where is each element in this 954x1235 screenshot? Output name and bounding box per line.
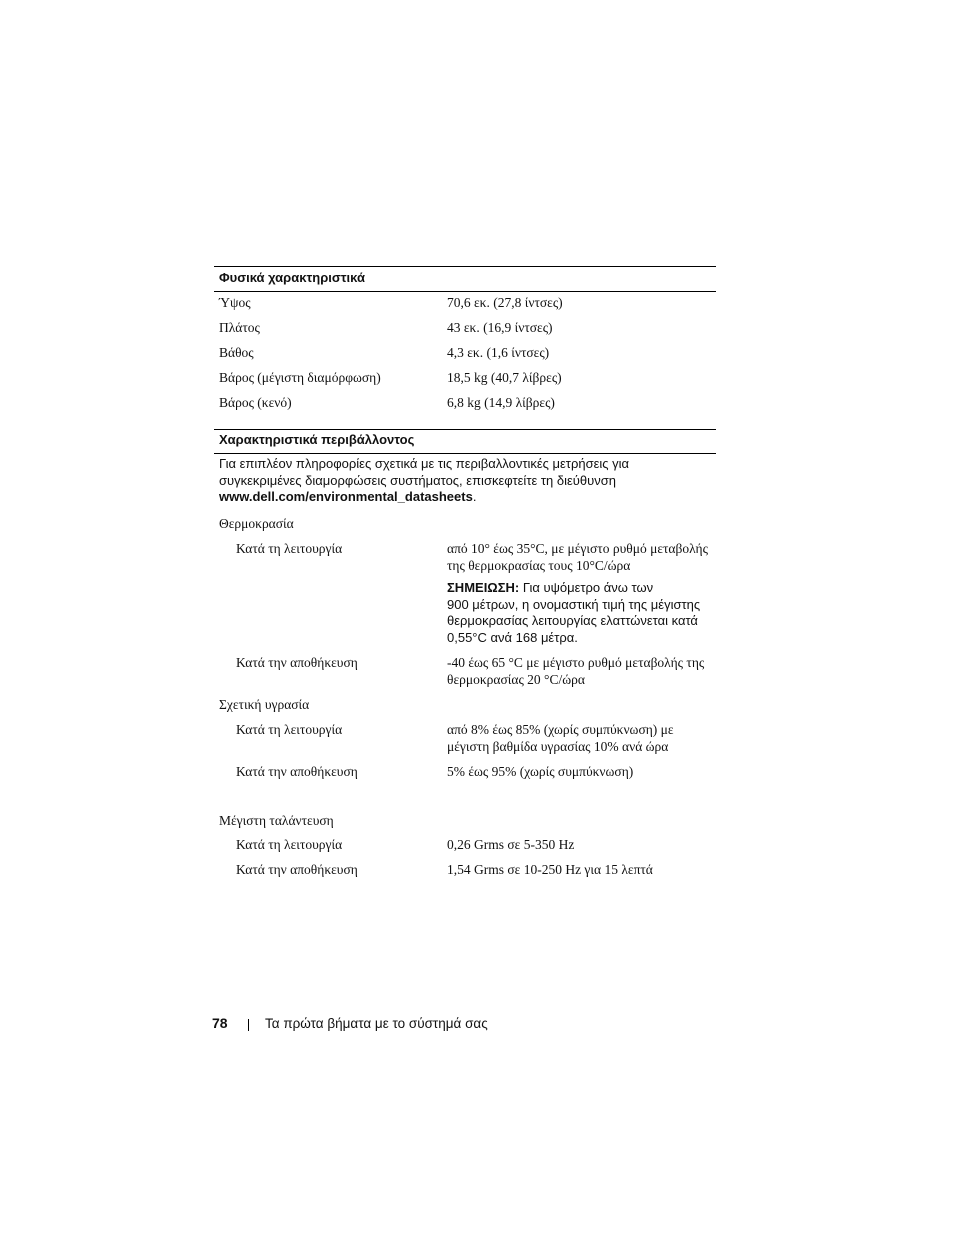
temperature-storage-line-2: θερμοκρασίας 20 °C/ώρα <box>447 672 585 687</box>
humidity-operating-value <box>447 721 717 755</box>
row-value-width: 43 εκ. (16,9 ίντσες) <box>447 320 553 335</box>
row-value-depth: 4,3 εκ. (1,6 ίντσες) <box>447 345 550 360</box>
table-top-rule <box>214 266 716 267</box>
environmental-top-rule <box>214 429 716 430</box>
environmental-header-rule <box>214 453 716 454</box>
intro-line-2: συγκεκριμένες διαμορφώσεις συστήματος, επισκεφτείτε τη διεύθυνση <box>219 472 616 488</box>
row-value-weight-empty: 6,8 kg (14,9 λίβρες) <box>447 395 555 410</box>
intro-line-1: Για επιπλέον πληροφορίες σχετικά με τις περιβαλλοντικές μετρήσεις για <box>219 456 630 471</box>
temperature-storage-value <box>447 654 717 688</box>
note-line-1 <box>447 580 717 597</box>
physical-section-header: Φυσικά χαρακτηριστικά <box>219 270 365 285</box>
note-line-4: 0,55°C ανά 168 μέτρα. <box>447 629 578 645</box>
vibration-operating-value: 0,26 Grms σε 5-350 Hz <box>447 837 575 852</box>
row-value-height: 70,6 εκ. (27,8 ίντσες) <box>447 295 563 310</box>
row-label-height: Ύψος <box>219 295 251 310</box>
temperature-operating-value <box>447 540 717 574</box>
note-line-3: θερμοκρασίας λειτουργίας ελαττώνεται κατά <box>447 613 698 628</box>
temperature-storage-label: Κατά την αποθήκευση <box>236 655 358 670</box>
vibration-storage-label: Κατά την αποθήκευση <box>236 862 358 877</box>
humidity-operating-label: Κατά τη λειτουργία <box>236 722 343 737</box>
vibration-storage-value: 1,54 Grms σε 10-250 Hz για 15 λεπτά <box>447 862 653 877</box>
temperature-note <box>447 580 717 646</box>
page-number: 78 <box>212 1015 228 1031</box>
vibration-label: Μέγιστη ταλάντευση <box>219 813 334 828</box>
physical-header-rule <box>214 291 716 292</box>
note-prefix: ΣΗΜΕΙΩΣΗ: <box>447 580 520 595</box>
note-line-2: 900 μέτρων, η ονομαστική τιμή της μέγιστης <box>447 596 701 612</box>
row-value-weight-max: 18,5 kg (40,7 λίβρες) <box>447 370 562 385</box>
environmental-section-header: Χαρακτηριστικά περιβάλλοντος <box>219 432 415 447</box>
row-label-weight-empty: Βάρος (κενό) <box>219 395 292 410</box>
temperature-operating-line-2: της θερμοκρασίας τους 10°C/ώρα <box>447 558 631 573</box>
row-label-weight-max: Βάρος (μέγιστη διαμόρφωση) <box>219 370 381 385</box>
intro-period: . <box>472 489 477 504</box>
intro-line-3 <box>219 489 719 506</box>
footer-separator <box>248 1019 249 1031</box>
humidity-storage-value: 5% έως 95% (χωρίς συμπύκνωση) <box>447 764 634 779</box>
temperature-label: Θερμοκρασία <box>219 516 294 531</box>
humidity-operating-line-2: μέγιστη βαθμίδα υγρασίας 10% ανά ώρα <box>447 739 669 754</box>
temperature-storage-line-1: -40 έως 65 °C με μέγιστο ρυθμό μεταβολής της <box>447 655 705 670</box>
humidity-operating-line-1: από 8% έως 85% (χωρίς συμπύκνωση) με <box>447 722 674 737</box>
environmental-intro <box>219 456 719 506</box>
row-label-width: Πλάτος <box>219 320 260 335</box>
temperature-operating-label: Κατά τη λειτουργία <box>236 541 343 556</box>
temperature-operating-line-1: από 10° έως 35°C, με μέγιστο ρυθμό μεταβολής <box>447 541 708 556</box>
note-text-1: Για υψόμετρο άνω των <box>519 580 654 595</box>
row-label-depth: Βάθος <box>219 345 254 360</box>
vibration-operating-label: Κατά τη λειτουργία <box>236 837 343 852</box>
footer-title: Τα πρώτα βήματα με το σύστημά σας <box>265 1016 488 1031</box>
humidity-label: Σχετική υγρασία <box>219 697 310 712</box>
datasheets-link[interactable]: www.dell.com/environmental_datasheets <box>219 489 473 504</box>
humidity-storage-label: Κατά την αποθήκευση <box>236 764 358 779</box>
